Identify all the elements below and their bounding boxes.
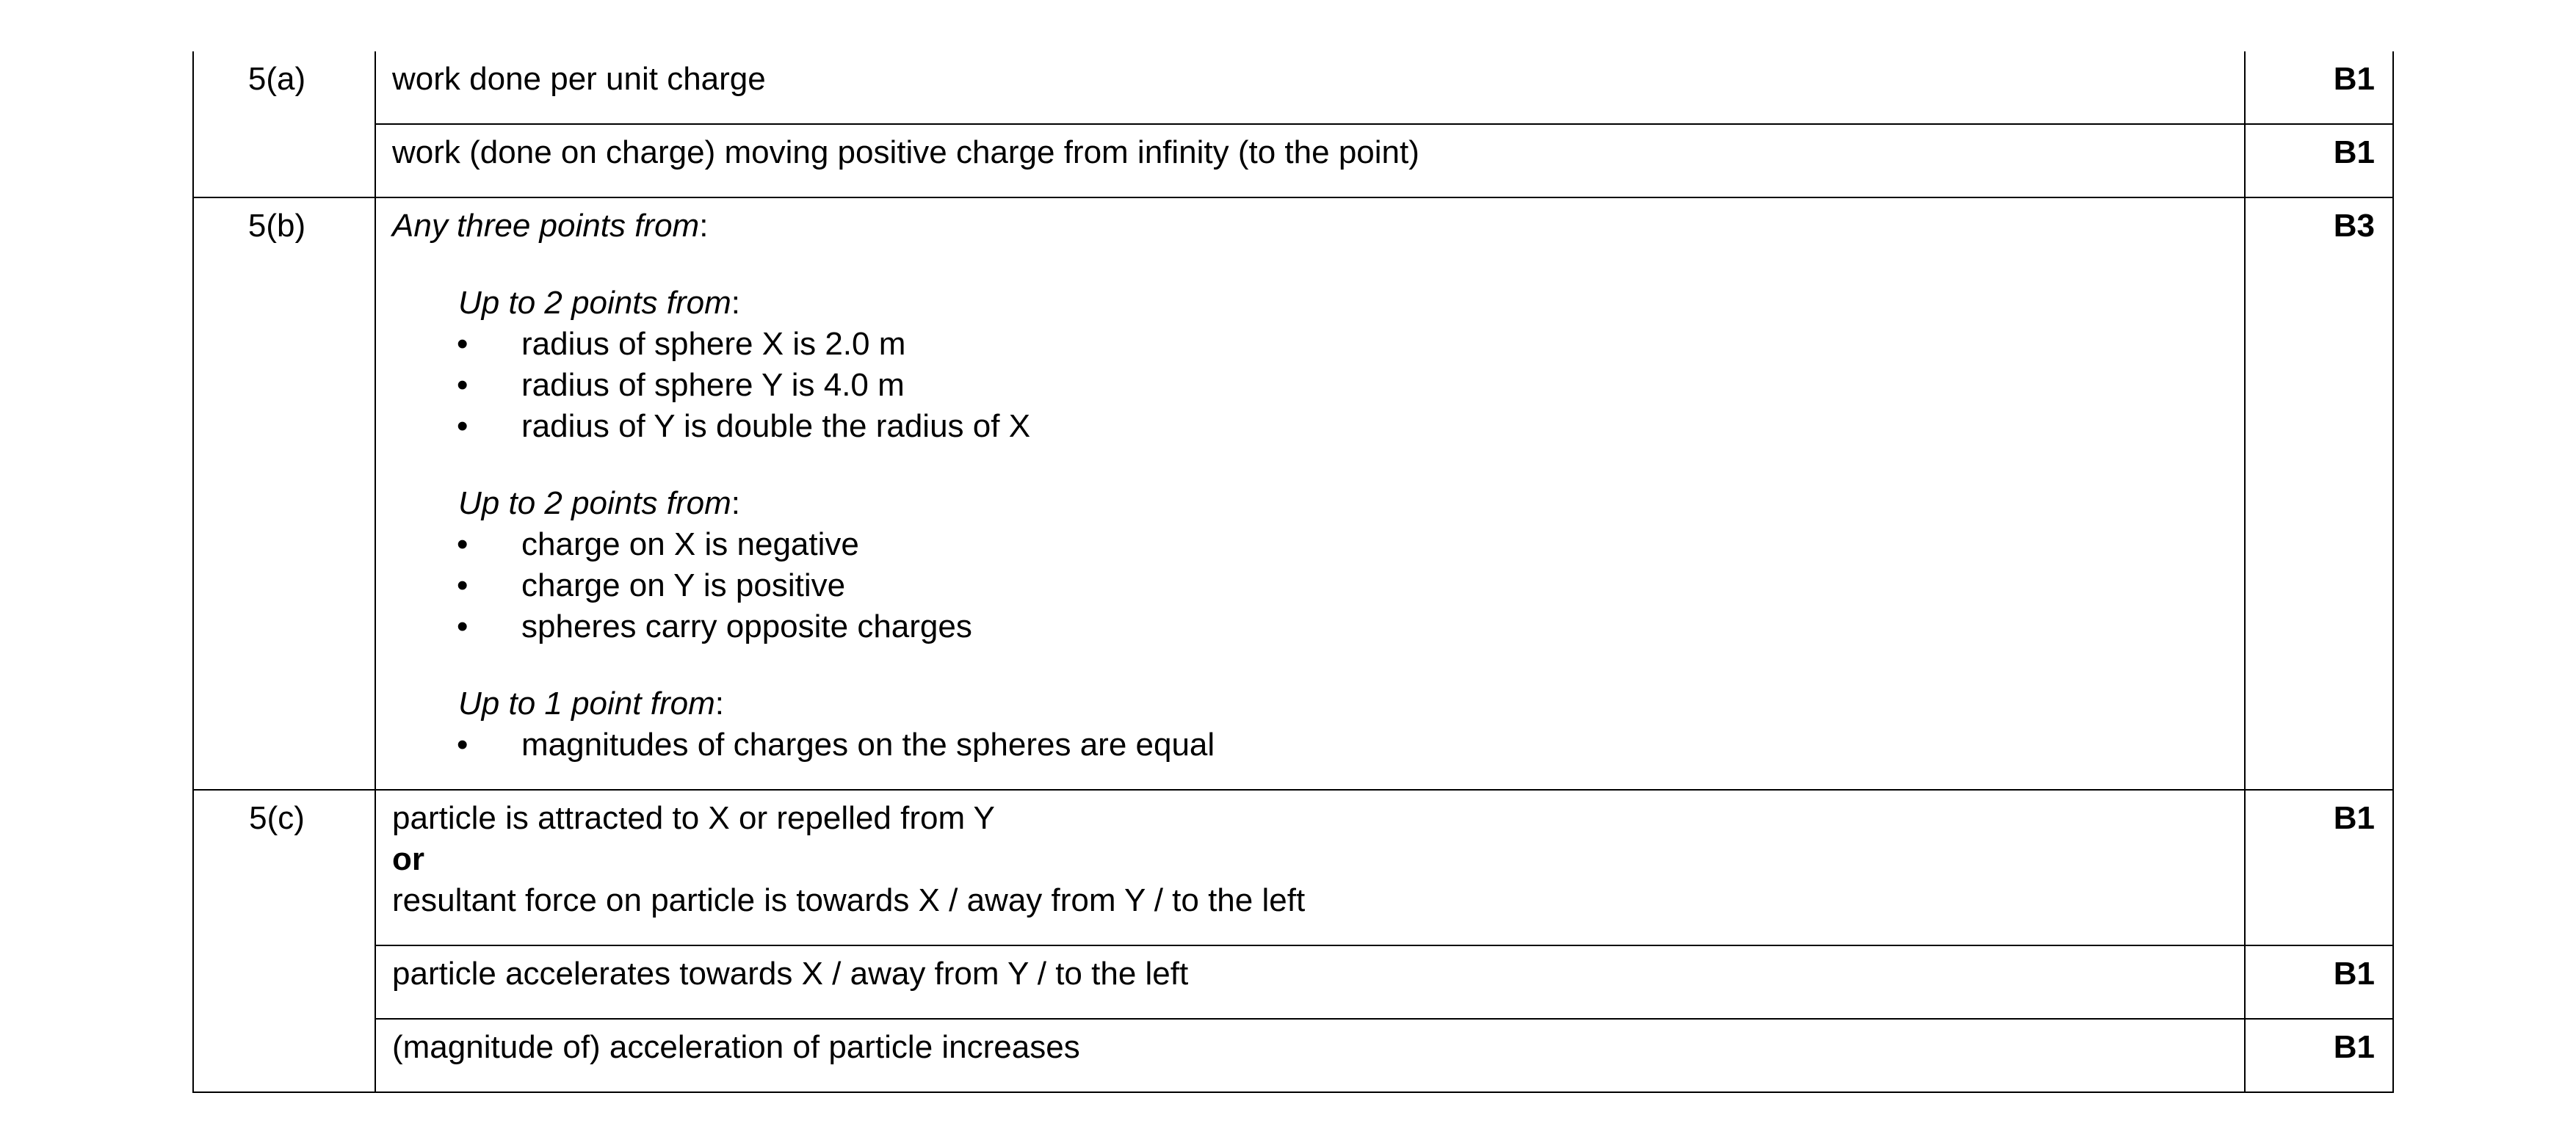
question-number: 5(c) xyxy=(193,790,375,1092)
bullet-icon: • xyxy=(457,609,468,644)
answer-line: particle is attracted to X or repelled from Y xyxy=(392,800,995,836)
mark-cell: B3 xyxy=(2245,197,2393,790)
mark-cell: B1 xyxy=(2245,124,2393,197)
bullet-icon: • xyxy=(457,408,468,444)
bullet-icon: • xyxy=(457,526,468,562)
list-item: • charge on X is negative xyxy=(392,524,2229,565)
list-item: • magnitudes of charges on the spheres are equal xyxy=(392,724,2229,766)
mark-cell: B1 xyxy=(2245,1019,2393,1092)
list-item: • radius of Y is double the radius of X xyxy=(392,406,2229,447)
point-group xyxy=(392,683,2229,766)
mark-cell: B1 xyxy=(2245,945,2393,1019)
question-number: 5(b) xyxy=(193,197,375,790)
list-item: • radius of sphere Y is 4.0 m xyxy=(392,365,2229,406)
answer-cell: (magnitude of) acceleration of particle increases xyxy=(375,1019,2245,1092)
answer-cell: work (done on charge) moving positive charge from infinity (to the point) xyxy=(375,124,2245,197)
table-row xyxy=(193,51,2393,124)
mark-cell: B1 xyxy=(2245,51,2393,124)
table-row xyxy=(193,790,2393,945)
bullet-icon: • xyxy=(457,567,468,603)
bullet-icon: • xyxy=(457,727,468,763)
question-number: 5(a) xyxy=(193,51,375,197)
answer-cell xyxy=(375,197,2245,790)
or-connector: or xyxy=(392,841,424,877)
table-row xyxy=(193,1019,2393,1092)
mark-scheme-table xyxy=(192,51,2394,1093)
group-heading: Up to 2 points from: xyxy=(458,485,740,521)
bullet-icon: • xyxy=(457,367,468,403)
group-heading: Up to 2 points from: xyxy=(458,285,740,321)
bullet-icon: • xyxy=(457,326,468,362)
table-row xyxy=(193,197,2393,790)
answer-cell: work done per unit charge xyxy=(375,51,2245,124)
table-row xyxy=(193,945,2393,1019)
mark-cell: B1 xyxy=(2245,790,2393,945)
group-heading: Up to 1 point from: xyxy=(458,686,724,722)
list-item: • charge on Y is positive xyxy=(392,565,2229,606)
list-item: • spheres carry opposite charges xyxy=(392,606,2229,647)
table-row xyxy=(193,124,2393,197)
list-item: • radius of sphere X is 2.0 m xyxy=(392,324,2229,365)
answer-cell: particle accelerates towards X / away from Y / to the left xyxy=(375,945,2245,1019)
answer-cell xyxy=(375,790,2245,945)
point-group xyxy=(392,283,2229,447)
answer-intro: Any three points from: xyxy=(392,208,709,244)
answer-line: resultant force on particle is towards X / away from Y / to the left xyxy=(392,882,1306,918)
point-group xyxy=(392,483,2229,647)
